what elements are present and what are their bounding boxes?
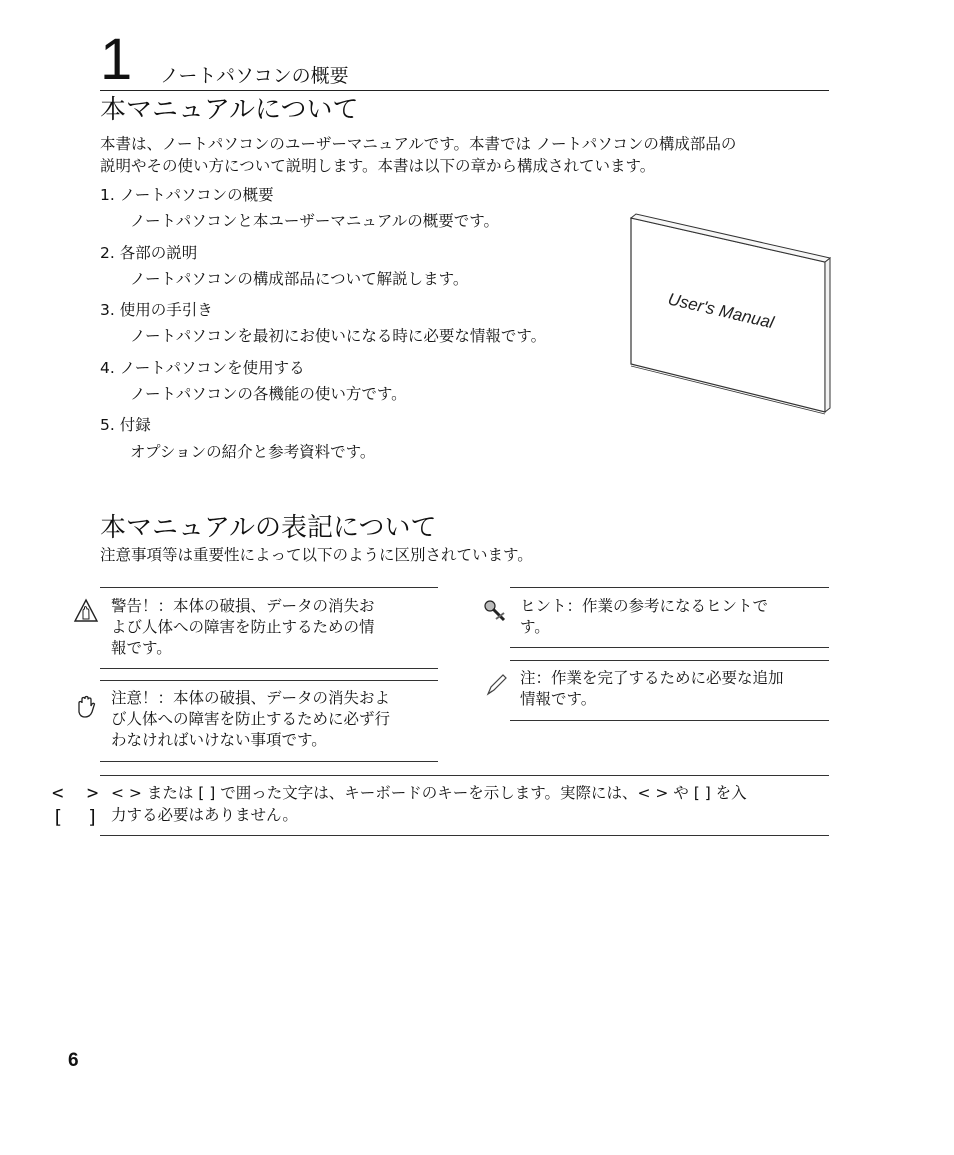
hint-line1: ヒント：作業の参考になるヒントで: [520, 597, 769, 615]
about-intro-line2: 説明やその使い方について説明します。本書は以下の章から構成されています。: [100, 157, 656, 175]
chapter-item-1-title: 1. ノートパソコンの概要: [100, 186, 274, 204]
users-manual-book-illustration: [625, 212, 835, 418]
keys-angle-bracket-symbol: < >: [52, 782, 105, 804]
page-number: 6: [68, 1050, 79, 1071]
hint-line2: す。: [520, 618, 550, 636]
chapter-item-2-desc: ノートパソコンの構成部品について解説します。: [130, 270, 469, 288]
chapter-item-4-title: 4. ノートパソコンを使用する: [100, 359, 305, 377]
chapter-item-4-desc: ノートパソコンの各機能の使い方です。: [130, 385, 407, 403]
warning-top-rule: [100, 587, 438, 588]
caution-bottom-rule: [100, 761, 438, 762]
warning-hand-icon: [73, 598, 99, 624]
chapter-title: ノートパソコンの概要: [160, 65, 349, 87]
chapter-item-3-title: 3. 使用の手引き: [100, 301, 213, 319]
stop-hand-icon: [73, 694, 99, 720]
note-line2: 情報です。: [520, 690, 597, 708]
wrench-icon: [482, 599, 508, 625]
warning-line3: 報です。: [111, 639, 172, 657]
chapter-number: 1: [100, 27, 133, 92]
chapter-divider: [100, 90, 829, 91]
about-intro-line1: 本書は、ノートパソコンのユーザーマニュアルです。本書では ノートパソコンの構成部品の: [100, 135, 737, 153]
keys-line2: 力する必要はありません。: [111, 806, 298, 824]
chapter-item-3-desc: ノートパソコンを最初にお使いになる時に必要な情報です。: [130, 327, 547, 345]
note-bottom-rule: [510, 720, 829, 721]
keys-top-rule: [100, 775, 829, 776]
pen-icon: [484, 672, 510, 698]
section-heading-notation: 本マニュアルの表記について: [100, 513, 437, 543]
chapter-item-2-title: 2. 各部の説明: [100, 244, 198, 262]
chapter-item-1-desc: ノートパソコンと本ユーザーマニュアルの概要です。: [130, 212, 500, 230]
caution-line2: び人体への障害を防止するために必ず行: [111, 710, 391, 728]
warning-line1: 警告！：本体の破損、データの消失お: [111, 597, 375, 615]
keys-square-bracket-symbol: [ ]: [52, 806, 105, 828]
hint-bottom-rule: [510, 647, 829, 648]
caution-top-rule: [100, 680, 438, 681]
note-line1: 注：作業を完了するために必要な追加: [520, 669, 784, 687]
warning-bottom-rule: [100, 668, 438, 669]
hint-top-rule: [510, 587, 829, 588]
keys-line1: < > または [ ] で囲った文字は、キーボードのキーを示します。実際には、< > や [ ] を入: [111, 784, 747, 802]
notation-intro: 注意事項等は重要性によって以下のように区別されています。: [100, 546, 533, 564]
note-top-rule: [510, 660, 829, 661]
manual-cover-label: User's Manual: [666, 289, 776, 333]
caution-line1: 注意！：本体の破損、データの消失およ: [111, 689, 391, 707]
chapter-item-5-desc: オプションの紹介と参考資料です。: [130, 443, 376, 461]
section-heading-about: 本マニュアルについて: [100, 95, 359, 125]
caution-line3: わなければいけない事項です。: [111, 731, 327, 749]
chapter-item-5-title: 5. 付録: [100, 416, 151, 434]
keys-bottom-rule: [100, 835, 829, 836]
warning-line2: よび人体への障害を防止するための情: [111, 618, 375, 636]
